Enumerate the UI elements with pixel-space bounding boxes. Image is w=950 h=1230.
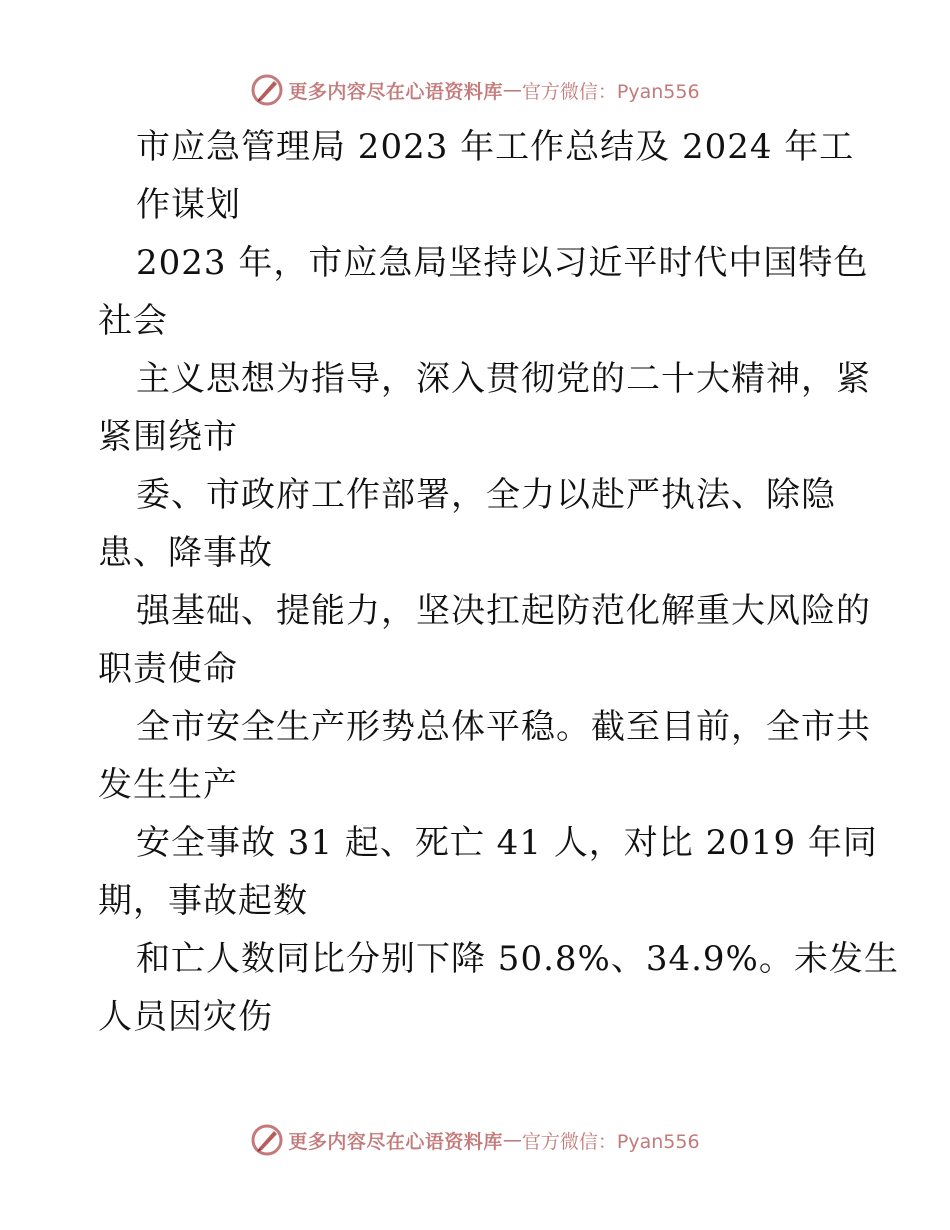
banner-wechat: 官方微信：Pyan556 — [521, 80, 700, 103]
banner-separator: — — [502, 79, 522, 101]
banner-separator: — — [502, 1129, 522, 1151]
doc-line: 和亡人数同比分别下降 50.8%、34.9%。未发生 — [136, 939, 899, 979]
doc-line: 2023 年，市应急局坚持以习近平时代中国特色 — [136, 243, 869, 283]
doc-line: 委、市政府工作部署，全力以赴严执法、除隐 — [136, 475, 836, 515]
doc-line: 发生生产 — [98, 765, 238, 805]
doc-line: 人员因灾伤 — [98, 997, 273, 1037]
banner-title: 更多内容尽在心语资料库 — [288, 80, 503, 103]
doc-line: 主义思想为指导，深入贯彻党的二十大精神，紧 — [136, 359, 871, 399]
pen-logo-icon — [250, 73, 284, 107]
document-body — [98, 118, 899, 1046]
doc-line: 职责使命 — [98, 649, 238, 689]
header-watermark-banner — [0, 70, 950, 110]
doc-line: 安全事故 31 起、死亡 41 人，对比 2019 年同 — [136, 823, 878, 863]
footer-watermark-banner — [0, 1120, 950, 1160]
doc-line: 作谋划 — [136, 185, 241, 225]
pen-logo-icon — [250, 1123, 284, 1157]
doc-line: 强基础、提能力，坚决扛起防范化解重大风险的 — [136, 591, 871, 631]
doc-line: 紧围绕市 — [98, 417, 238, 457]
doc-line: 患、降事故 — [98, 533, 273, 573]
banner-wechat: 官方微信：Pyan556 — [521, 1130, 700, 1153]
banner-title: 更多内容尽在心语资料库 — [288, 1130, 503, 1153]
doc-line: 全市安全生产形势总体平稳。截至目前，全市共 — [136, 707, 871, 747]
doc-line: 期，事故起数 — [98, 881, 308, 921]
doc-line: 社会 — [98, 301, 168, 341]
doc-line: 市应急管理局 2023 年工作总结及 2024 年工 — [136, 127, 855, 167]
